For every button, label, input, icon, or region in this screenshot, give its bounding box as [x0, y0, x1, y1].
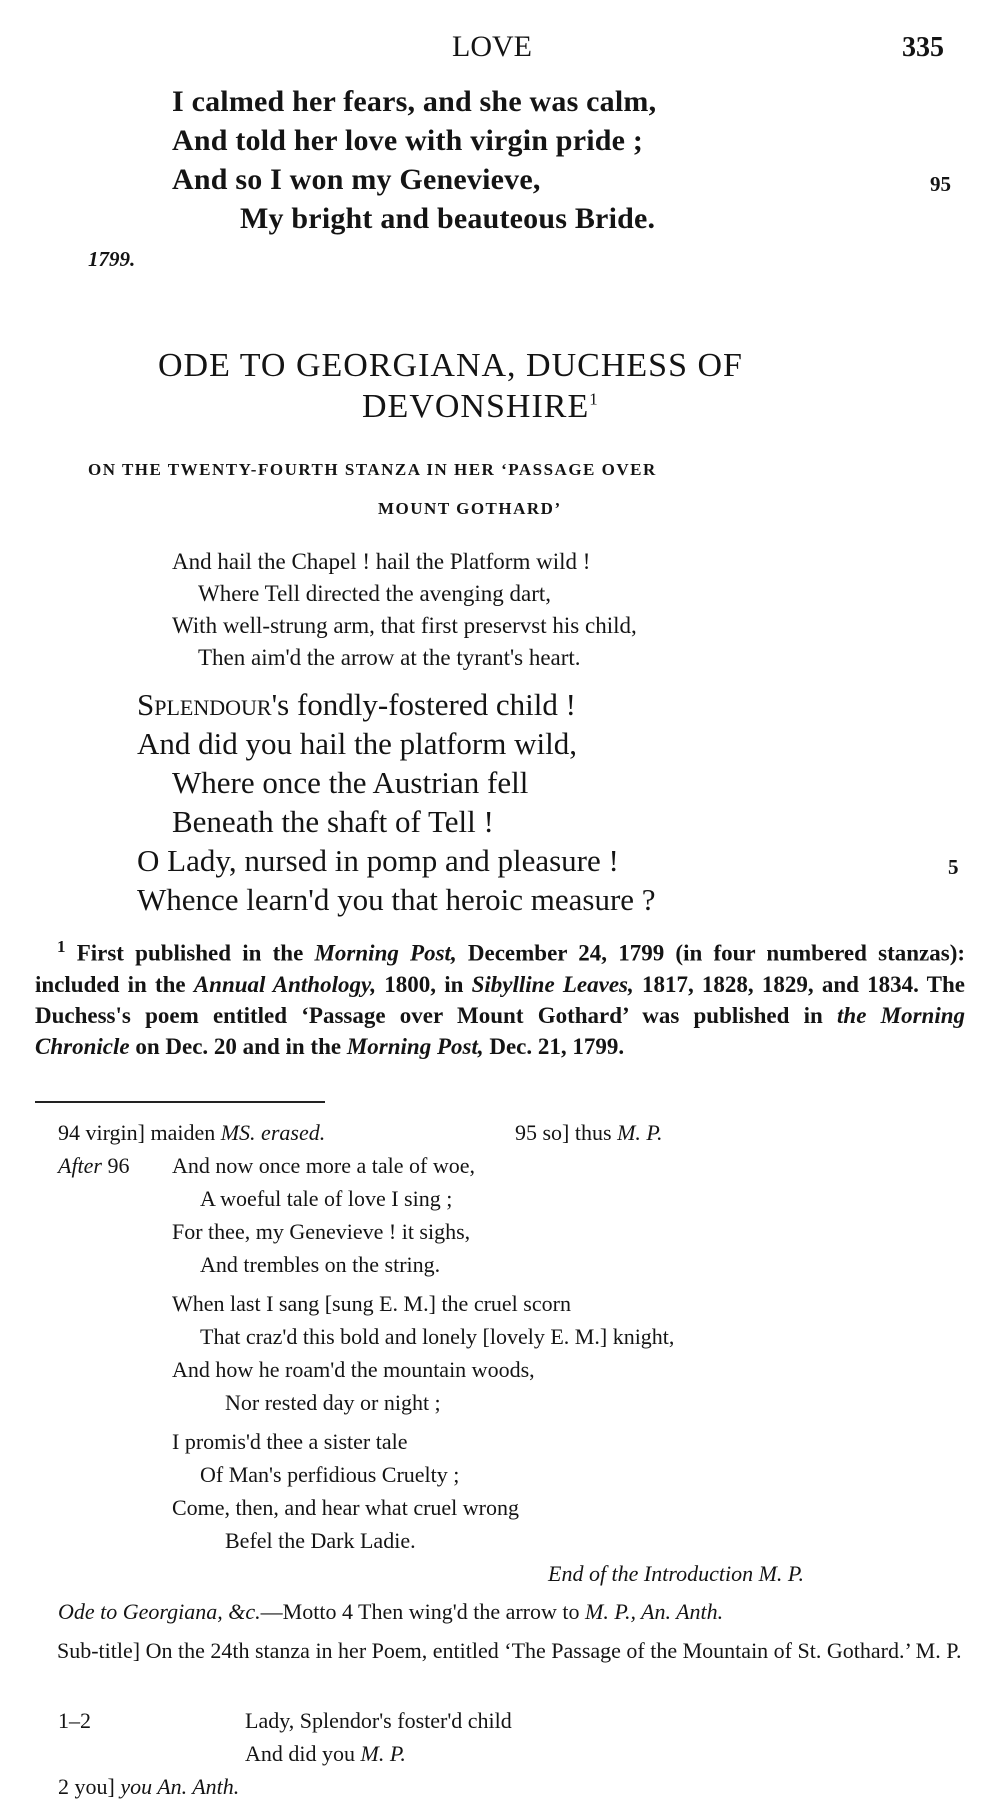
ode-ref-sources: M. P., An. Anth.: [585, 1599, 724, 1624]
ode-line-6: Whence learn'd you that heroic measure ?: [137, 882, 656, 917]
motto-line-3: With well-strung arm, that first preservst his child,: [172, 613, 637, 638]
ode-subtitle-line-1: ON THE TWENTY-FOURTH STANZA IN HER ‘PASSAGE OVER: [88, 460, 657, 479]
ode-line-3: Where once the Austrian fell: [172, 765, 529, 800]
variant-1-2-line-2: [245, 1741, 406, 1767]
fn-text-6: Dec. 21, 1799.: [483, 1033, 625, 1059]
variant-1-2-label: 1–2: [58, 1708, 91, 1733]
footnote-1: [35, 931, 965, 1062]
ode-line-4: Beneath the shaft of Tell !: [172, 804, 494, 839]
fn-text-1: First published in the: [76, 940, 315, 966]
after-line-7: And how he roam'd the mountain woods,: [172, 1357, 535, 1382]
love-line-1: I calmed her fears, and she was calm,: [172, 85, 657, 118]
love-line-2: And told her love with virgin pride ;: [172, 124, 644, 157]
fn-morning-chronicle: the Morning Chronicle: [35, 1002, 966, 1059]
motto-line-2: Where Tell directed the avenging dart,: [198, 581, 552, 606]
after-line-5: When last I sang [sung E. M.] the cruel scorn: [172, 1291, 571, 1316]
splendour-smallcaps: Splendour: [137, 687, 272, 722]
title-footnote-mark: 1: [589, 389, 599, 409]
after-line-9: I promis'd thee a sister tale: [172, 1429, 408, 1454]
after-line-8: Nor rested day or night ;: [225, 1390, 441, 1415]
love-line-4: My bright and beauteous Bride.: [240, 202, 656, 235]
variant-2: [58, 1774, 239, 1800]
line-number-5: 5: [948, 855, 959, 879]
after-line-4: And trembles on the string.: [200, 1252, 441, 1277]
variant-2-text: 2 you]: [58, 1774, 121, 1799]
subtitle-variant: Sub-title] On the 24th stanza in her Poem, entitled ‘The Passage of the Mountain of St. Gothard.’ M. P.: [57, 1638, 962, 1663]
variant-94: [58, 1120, 325, 1146]
end-of-introduction: End of the Introduction M. P.: [548, 1561, 805, 1586]
after-line-12: Befel the Dark Ladie.: [225, 1528, 416, 1553]
fn-text-4: 1817, 1828, 1829, and 1834. The Duchess's poem entitled ‘Passage over Mount Gothard’ was published in: [35, 971, 965, 1028]
ode-line-2: And did you hail the platform wild,: [137, 726, 577, 761]
ode-ref-title: Ode to Georgiana, &c.: [58, 1599, 261, 1624]
fn-annual-anthology: Annual Anthology,: [193, 971, 377, 997]
ode-title-word: DEVONSHIRE: [362, 388, 590, 425]
after-line-11: Come, then, and hear what cruel wrong: [172, 1495, 519, 1520]
variant-94-text: 94 virgin] maiden: [58, 1120, 221, 1145]
running-title: LOVE: [452, 30, 532, 63]
variant-95-source: M. P.: [617, 1120, 663, 1145]
variant-94-source: MS. erased.: [220, 1120, 326, 1145]
ode-line-5: O Lady, nursed in pomp and pleasure !: [137, 843, 619, 878]
after-line-1: And now once more a tale of woe,: [172, 1153, 476, 1178]
variant-1-2-line-1: Lady, Splendor's foster'd child: [245, 1708, 512, 1733]
fn-text-5: on Dec. 20 and in the: [129, 1033, 347, 1059]
fn-sibylline-leaves: Sibylline Leaves,: [471, 971, 634, 997]
ode-title-line-1: ODE TO GEORGIANA, DUCHESS OF: [158, 347, 743, 384]
after-96-label: [58, 1153, 130, 1179]
motto-line-1: And hail the Chapel ! hail the Platform wild !: [172, 549, 591, 574]
ode-subtitle-line-2: MOUNT GOTHARD’: [378, 499, 562, 518]
fn-text-2: December 24, 1799 (in four numbered stanzas): included in the: [35, 940, 966, 997]
poem-date: 1799.: [88, 247, 136, 271]
footnote-mark: 1: [57, 937, 66, 956]
after-line-3: For thee, my Genevieve ! it sighs,: [172, 1219, 471, 1244]
love-line-3: And so I won my Genevieve,: [172, 163, 541, 196]
after-number: 96: [102, 1153, 130, 1178]
separator-rule: [35, 1101, 325, 1103]
motto-line-4: Then aim'd the arrow at the tyrant's heart.: [198, 645, 581, 670]
after-line-2: A woeful tale of love I sing ;: [200, 1186, 453, 1211]
ode-ref-text: —Motto 4 Then wing'd the arrow to: [260, 1599, 586, 1624]
variant-1-2-source: M. P.: [360, 1741, 406, 1766]
ode-line-1-rest: 's fondly-fostered child !: [271, 687, 576, 722]
variant-2-source: you An. Anth.: [120, 1774, 240, 1799]
line-number-95: 95: [930, 172, 951, 196]
variant-95-text: 95 so] thus: [515, 1120, 618, 1145]
variant-1-2-line-2-text: And did you: [245, 1741, 361, 1766]
ode-title-line-2: [362, 388, 599, 426]
ode-motto-variant: [58, 1599, 723, 1625]
after-line-6: That craz'd this bold and lonely [lovely E. M.] knight,: [200, 1324, 675, 1349]
fn-morning-post-2: Morning Post,: [346, 1033, 484, 1059]
ode-line-1: [137, 687, 576, 723]
page-number: 335: [902, 32, 944, 63]
fn-text-3: 1800, in: [376, 971, 472, 997]
after-line-10: Of Man's perfidious Cruelty ;: [200, 1462, 460, 1487]
fn-morning-post: Morning Post,: [314, 940, 457, 966]
after-label: After: [58, 1153, 102, 1178]
variant-95: [515, 1120, 663, 1146]
